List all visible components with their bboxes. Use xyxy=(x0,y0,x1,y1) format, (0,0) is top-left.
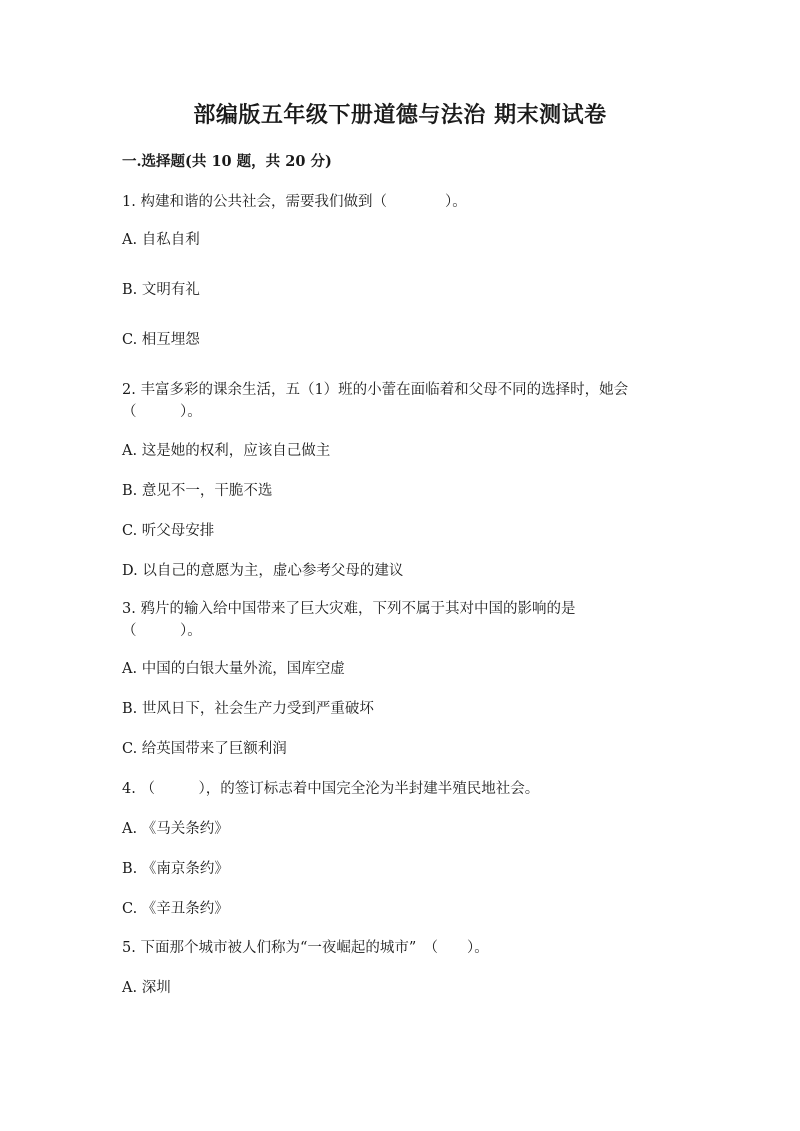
question-4-option-a: A. 《马关条约》 xyxy=(122,821,229,837)
question-4-stem: 4. （ ），的签订标志着中国完全沦为半封建半殖民地社会。 xyxy=(122,781,540,797)
question-1-option-b: B. 文明有礼 xyxy=(122,282,200,298)
question-5-option-a: A. 深圳 xyxy=(122,980,171,996)
question-1-stem: 1. 构建和谐的公共社会，需要我们做到（ ）。 xyxy=(122,194,467,210)
question-2-option-c: C. 听父母安排 xyxy=(122,523,215,539)
question-4-option-c: C. 《辛丑条约》 xyxy=(122,901,229,917)
question-2-option-d: D. 以自己的意愿为主，虚心参考父母的建议 xyxy=(122,563,404,579)
question-3-stem-line-1: 3. 鸦片的输入给中国带来了巨大灾难，下列不属于其对中国的影响的是 xyxy=(122,601,576,617)
question-3-option-c: C. 给英国带来了巨额利润 xyxy=(122,741,287,757)
question-2-option-b: B. 意见不一，干脆不选 xyxy=(122,483,273,499)
section-heading: 一.选择题(共 10 题，共 20 分) xyxy=(122,153,332,170)
question-2-stem-line-1: 2. 丰富多彩的课余生活，五（1）班的小蕾在面临着和父母不同的选择时，她会 xyxy=(122,382,629,398)
question-3-stem-line-2: （ ）。 xyxy=(122,623,202,639)
question-3-option-a: A. 中国的白银大量外流，国库空虚 xyxy=(122,661,345,677)
question-1-option-c: C. 相互埋怨 xyxy=(122,332,200,348)
question-4-option-b: B. 《南京条约》 xyxy=(122,861,229,877)
exam-title: 部编版五年级下册道德与法治 期末测试卷 xyxy=(193,102,607,128)
question-3-option-b: B. 世风日下，社会生产力受到严重破坏 xyxy=(122,701,374,717)
question-2-option-a: A. 这是她的权利，应该自己做主 xyxy=(122,443,331,459)
question-1-option-a: A. 自私自利 xyxy=(122,232,200,248)
question-5-stem: 5. 下面那个城市被人们称为“一夜崛起的城市” （ ）。 xyxy=(122,940,489,956)
question-2-stem-line-2: （ ）。 xyxy=(122,404,202,420)
